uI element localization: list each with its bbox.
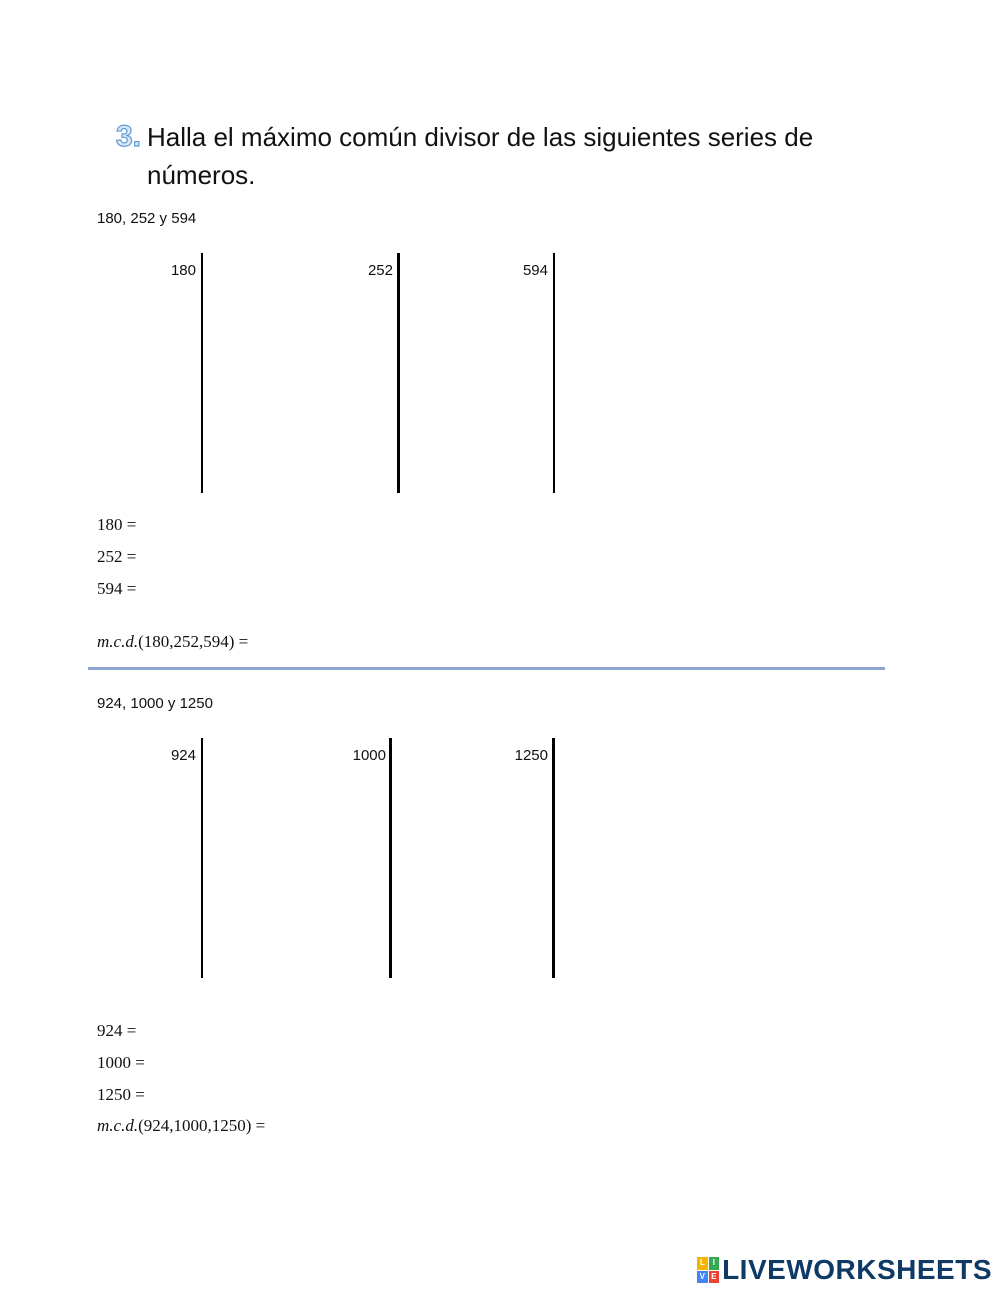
division-line-1250 — [552, 738, 555, 978]
mcd-args-2: (924,1000,1250) = — [138, 1116, 266, 1135]
factorization-252: 252 = — [97, 547, 137, 566]
mcd-prefix-1: m.c.d. — [97, 632, 139, 651]
division-number-252: 252 — [367, 262, 393, 279]
mcd-prefix-2: m.c.d. — [97, 1116, 139, 1135]
division-number-594: 594 — [522, 262, 548, 279]
question-text: Halla el máximo común divisor de las siguientes series de números. — [147, 122, 814, 190]
series-label-1: 180, 252 y 594 — [97, 210, 197, 227]
logo-mark-letter-v: V — [697, 1271, 708, 1284]
division-line-180 — [201, 253, 203, 493]
logo-mark-icon — [697, 1257, 719, 1283]
factorization-1250: 1250 = — [97, 1085, 145, 1104]
logo-text: LIVEWORKSHEETS — [722, 1254, 992, 1285]
question-number: 3. — [116, 120, 142, 153]
division-number-924: 924 — [170, 747, 196, 764]
division-line-594 — [553, 253, 555, 493]
series-label-2: 924, 1000 y 1250 — [97, 695, 213, 712]
factorization-594: 594 = — [97, 579, 137, 598]
logo-mark-letter-e: E — [709, 1271, 720, 1284]
factorization-180: 180 = — [97, 515, 137, 534]
liveworksheets-logo — [697, 1252, 992, 1288]
section-divider — [88, 667, 885, 670]
division-number-1000: 1000 — [352, 747, 386, 764]
logo-mark-letter-l: L — [697, 1257, 708, 1270]
division-number-180: 180 — [170, 262, 196, 279]
mcd-equation-1 — [97, 632, 248, 652]
division-line-252 — [397, 253, 400, 493]
division-line-1000 — [389, 738, 392, 978]
division-line-924 — [201, 738, 203, 978]
factorization-924: 924 = — [97, 1021, 137, 1040]
logo-mark-letter-i: I — [709, 1257, 720, 1270]
division-number-1250: 1250 — [514, 747, 548, 764]
mcd-equation-2 — [97, 1116, 265, 1136]
mcd-args-1: (180,252,594) = — [138, 632, 249, 651]
factorization-1000: 1000 = — [97, 1053, 145, 1072]
